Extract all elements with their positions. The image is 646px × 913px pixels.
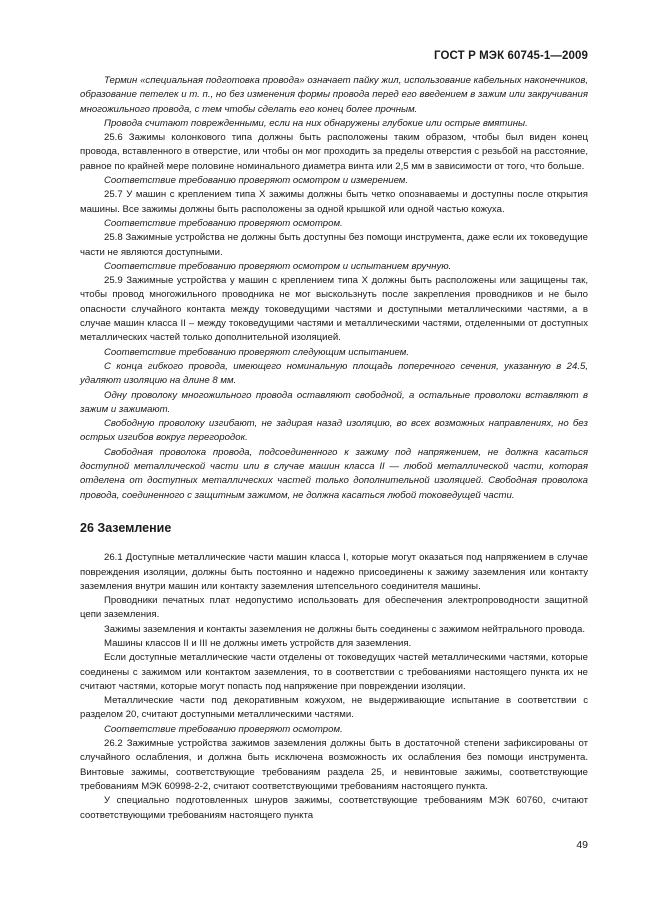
section-heading: 26 Заземление xyxy=(80,520,172,535)
paragraph: Соответствие требованию проверяют следующим испытанием. xyxy=(104,346,410,358)
paragraph: Провода считают поврежденными, если на них обнаружены глубокие или острые вмятины. xyxy=(104,117,528,129)
paragraph: Если доступные металлические части отделены от токоведущих частей металлическими частями, которые соединены с зажимом или контактом заземления, то в соответствии с требованиями настоящего пункта их не считают частями, которые могут попасть под напряжение при повреждении изоляции. xyxy=(80,652,588,692)
paragraph: 25.8 Зажимные устройства не должны быть доступны без помощи инструмента, даже если их токоведущие части не являются доступными. xyxy=(80,232,588,258)
paragraph: С конца гибкого провода, имеющего номинальную площадь поперечного сечения, указанную в 24.5, удаляют изоляцию на длине 8 мм. xyxy=(80,360,588,387)
paragraph: Зажимы заземления и контакты заземления не должны быть соединены с зажимом нейтрального провода. xyxy=(104,623,585,635)
paragraph: 25.6 Зажимы колонкового типа должны быть расположены таким образом, чтобы был виден конец провода, вставленного в отверстие, или чтобы он мог проходить за пределы отверстия с резьбой на расстояние, равное по крайней мере половине номинального диаметра винта или 2,5 мм в зависимости от того, что больше. xyxy=(80,132,588,172)
page-number: 49 xyxy=(576,839,588,851)
section-25-continuation xyxy=(80,74,588,503)
paragraph: Свободная проволока провода, подсоединенного к зажиму под напряжением, не должна касаться доступной металлической части или в случае машин класса II — любой металлической части, которая отделена от доступных металлических частей только дополнительной изоляцией. Свободная проволока провода, соединенного с защитным зажимом, не должна касаться любой токоведущей части. xyxy=(80,446,588,501)
paragraph: Проводники печатных плат недопустимо использовать для обеспечения электропроводности защитной цепи заземления. xyxy=(80,595,588,621)
paragraph: Металлические части под декоративным кожухом, не выдерживающие испытание в соответствии с разделом 20, считают доступными металлическими частями. xyxy=(80,695,588,721)
paragraph: Соответствие требованию проверяют осмотром и испытанием вручную. xyxy=(104,260,452,272)
paragraph: Соответствие требованию проверяют осмотром и измерением. xyxy=(104,175,409,187)
paragraph: У специально подготовленных шнуров зажимы, соответствующие требованиям МЭК 60760, считают соответствующими требованиям настоящего пункта xyxy=(80,795,588,821)
document-header: ГОСТ Р МЭК 60745-1—2009 xyxy=(434,50,588,62)
paragraph: Соответствие требованию проверяют осмотром. xyxy=(104,723,343,735)
section-26-body xyxy=(80,551,588,823)
paragraph: Соответствие требованию проверяют осмотром. xyxy=(104,217,343,229)
paragraph: 26.2 Зажимные устройства зажимов заземления должны быть в достаточной степени зафиксированы от случайного ослабления, и должна быть исключена возможность их ослабления без помощи инструмента. Винтовые зажимы, соответствующие требованиям раздела 25, и невинтовые зажимы, соответствующие требованиям МЭК 60998-2-2, считают соответствующими требованиям настоящего пункта. xyxy=(80,738,588,792)
page-content xyxy=(80,74,588,823)
paragraph: 26.1 Доступные металлические части машин класса I, которые могут оказаться под напряжением в случае повреждения изоляции, должны быть постоянно и надежно присоединены к зажиму заземления или контакту заземления внутри машин или контакту заземления штепсельного соединителя машины. xyxy=(80,552,588,592)
paragraph: Одну проволоку многожильного провода оставляют свободной, а остальные проволоки вставляют в зажим и зажимают. xyxy=(80,389,588,415)
paragraph: 25.7 У машин с креплением типа X зажимы должны быть четко опознаваемы и доступны после открытия машины. Все зажимы должны быть расположены за одной крышкой или одной частью кожуха. xyxy=(80,189,588,215)
paragraph: Термин «специальная подготовка провода» означает пайку жил, использование кабельных наконечников, образование петелек и т. п., но без изменения формы провода перед его введением в зажим или закручивания многожильного провода, с тем чтобы сделать его конец более прочным. xyxy=(80,75,588,115)
paragraph: Машины классов II и III не должны иметь устройств для заземления. xyxy=(104,637,412,649)
paragraph: 25.9 Зажимные устройства у машин с креплением типа X должны быть расположены или защищены так, чтобы провод многожильного проводника не мог выскользнуть после закрепления проводников и не было опасности случайного контакта между токоведущими частями и доступными металлическими частями, а в случае машин класса II – между токоведущими частями и металлическими частями, отделенными от доступных металлических частей только дополнительной изоляцией. xyxy=(80,275,588,344)
paragraph: Свободную проволоку изгибают, не задирая назад изоляцию, во всех возможных направлениях, но без острых изгибов вокруг перегородок. xyxy=(80,418,588,444)
